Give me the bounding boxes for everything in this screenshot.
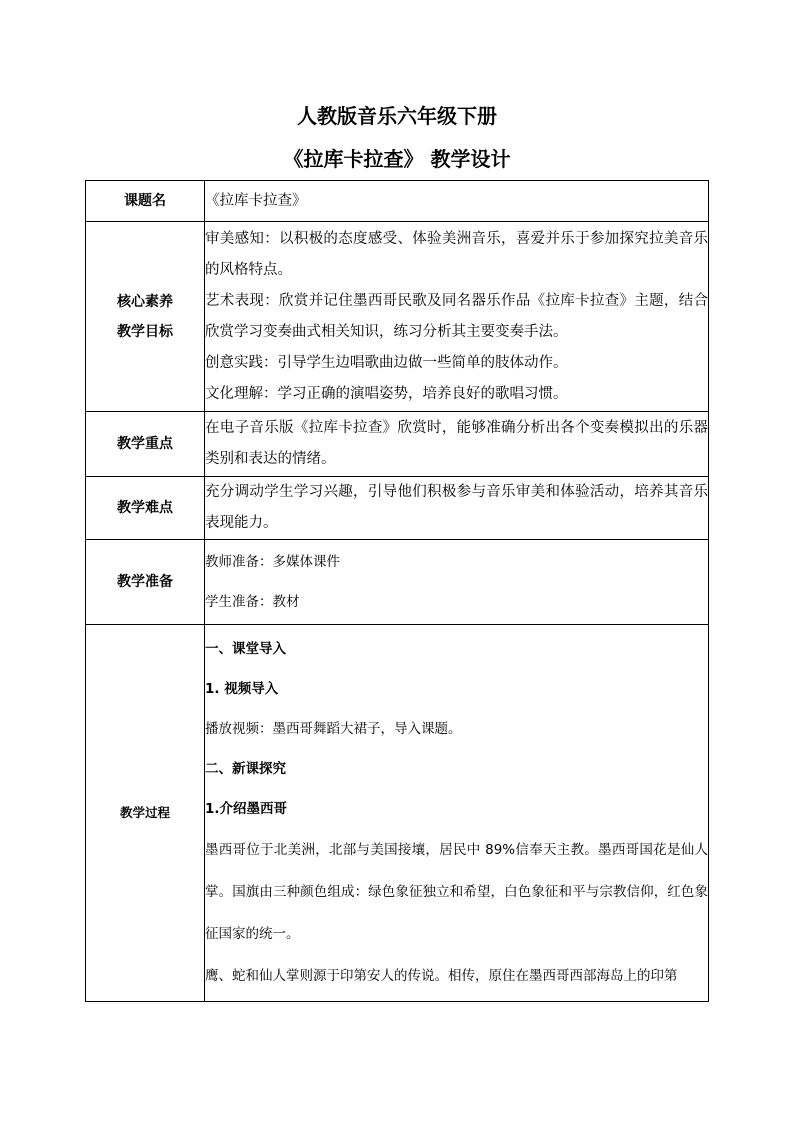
preparation-cell	[205, 540, 709, 625]
topic-value-cell	[205, 181, 709, 222]
preparation-label	[86, 540, 205, 625]
topic-label-text: 课题名	[124, 193, 166, 209]
goal-aesthetic: 审美感知：以积极的态度感受、体验美洲音乐，喜爱并乐于参加探究拉美音乐的风格特点。	[205, 230, 708, 278]
goal-expression: 艺术表现：欣赏并记住墨西哥民歌及同名器乐作品《拉库卡拉查》主题，结合欣赏学习变奏曲式相关知识，练习分析其主要变奏手法。	[205, 292, 708, 340]
goal-creativity: 创意实践：引导学生边唱歌曲边做一些简单的肢体动作。	[205, 354, 568, 371]
key-points-label-text: 教学重点	[117, 436, 173, 452]
section-explore-heading: 二、新课探究	[205, 761, 286, 777]
topic-row	[86, 181, 709, 222]
section-intro-subheading: 1. 视频导入	[205, 681, 279, 697]
goals-label	[86, 222, 205, 412]
topic-label	[86, 181, 205, 222]
goals-label-line2: 教学目标	[117, 323, 173, 340]
preparation-row	[86, 540, 709, 625]
section-intro-heading: 一、课堂导入	[205, 641, 286, 657]
topic-value: 《拉库卡拉查》	[205, 192, 307, 209]
key-points-label	[86, 412, 205, 477]
difficulties-label	[86, 477, 205, 540]
difficulties-cell	[205, 477, 709, 540]
key-points-row	[86, 412, 709, 477]
student-preparation: 学生准备：教材	[205, 594, 300, 610]
teacher-preparation: 教师准备：多媒体课件	[205, 554, 340, 570]
key-points-text: 在电子音乐版《拉库卡拉查》欣赏时，能够准确分析出各个变奏模拟出的乐器类别和表达的情绪。	[205, 420, 708, 467]
document-title: 人教版音乐六年级下册	[297, 104, 497, 128]
key-points-cell	[205, 412, 709, 477]
goals-row	[86, 222, 709, 412]
mexico-intro-paragraph: 墨西哥位于北美洲，北部与美国接壤，居民中 89%信奉天主教。墨西哥国花是仙人掌。国旗由三种颜色组成：绿色象征独立和希望，白色象征和平与宗教信仰，红色象征国家的统一。	[205, 842, 708, 942]
section-intro-text: 播放视频：墨西哥舞蹈大裙子，导入课题。	[205, 721, 462, 737]
document-subtitle: 《拉库卡拉查》 教学设计	[283, 147, 511, 171]
process-label-text: 教学过程	[119, 805, 170, 820]
process-label	[86, 625, 205, 1002]
difficulties-row	[86, 477, 709, 540]
section-explore-subheading: 1.介绍墨西哥	[205, 801, 288, 817]
preparation-label-text: 教学准备	[117, 574, 173, 590]
difficulties-label-text: 教学难点	[117, 500, 173, 516]
goal-culture: 文化理解：学习正确的演唱姿势，培养良好的歌唱习惯。	[205, 385, 568, 402]
goals-label-line1: 核心素养	[117, 293, 173, 310]
goals-content-cell	[205, 222, 709, 412]
process-cell	[205, 625, 709, 1002]
process-row	[86, 625, 709, 1002]
legend-paragraph: 鹰、蛇和仙人掌则源于印第安人的传说。相传，原住在墨西哥西部海岛上的印第	[205, 968, 678, 984]
lesson-plan-table	[85, 180, 709, 1002]
difficulties-text: 充分调动学生学习兴趣，引导他们积极参与音乐审美和体验活动，培养其音乐表现能力。	[205, 484, 708, 531]
